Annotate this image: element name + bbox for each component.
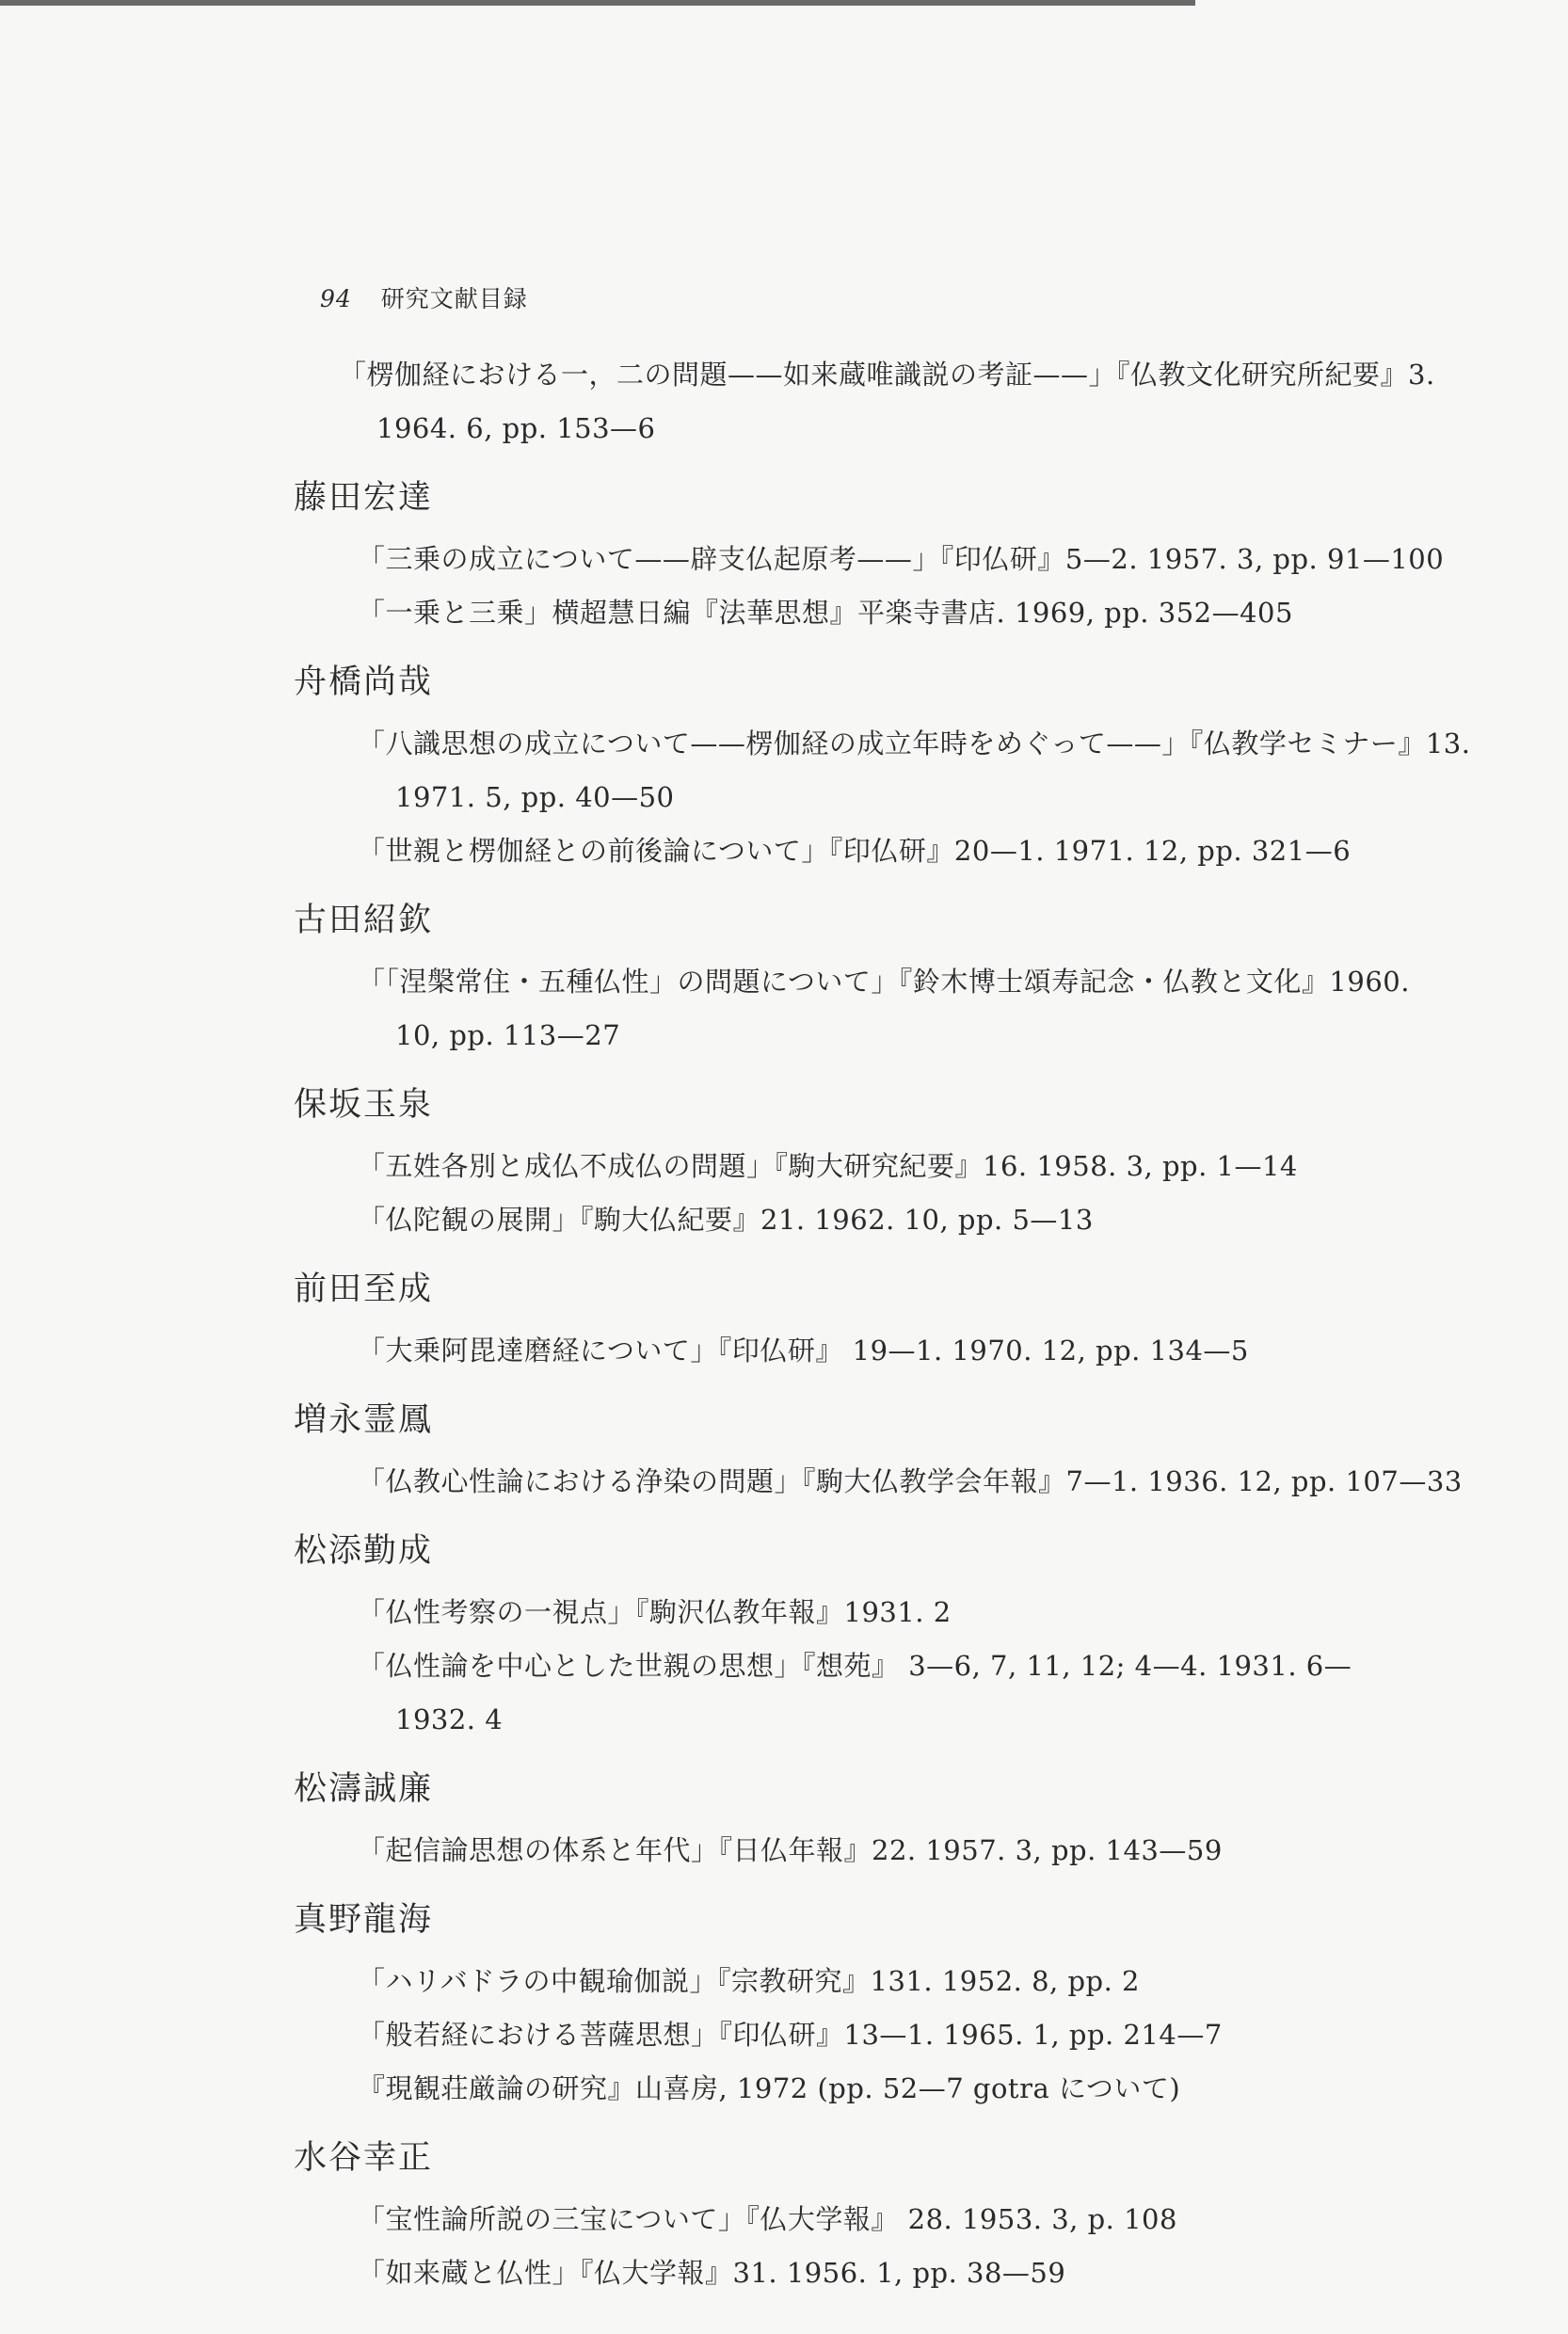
- author-name: 松濤誠廉: [294, 1770, 434, 1808]
- reference-line: 「ハリバドラの中観瑜伽説」『宗教研究』131. 1952. 8, pp. 2: [358, 1965, 1140, 1997]
- author-name: 真野龍海: [294, 1901, 434, 1939]
- reference-line: 『現観荘厳論の研究』山喜房, 1972 (pp. 52—7 gotra について): [358, 2072, 1181, 2104]
- reference-line: 「楞伽経における一，二の問題——如来蔵唯識説の考証——」『仏教文化研究所紀要』3.: [339, 359, 1435, 391]
- reference-entry: [358, 2246, 1568, 2300]
- reference-entry: [358, 1955, 1568, 2008]
- page-header: [320, 280, 528, 314]
- reference-entry: [358, 1140, 1568, 1193]
- reference-line: 「五姓各別と成仏不成仏の問題」『駒大研究紀要』16. 1958. 3, pp. 1—14: [358, 1150, 1298, 1182]
- author-block: [0, 1399, 1568, 1509]
- reference-line: 「宝性論所説の三宝について」『仏大学報』 28. 1953. 3, p. 108: [358, 2203, 1177, 2235]
- page-number: 94: [320, 285, 352, 312]
- reference-entry: [339, 348, 1568, 456]
- reference-line: 「三乗の成立について——辟支仏起原考——」『印仏研』5—2. 1957. 3, pp. 91—100: [358, 543, 1445, 575]
- reference-entry: [358, 2062, 1568, 2116]
- author-name: 増永霊鳳: [294, 1401, 434, 1439]
- author-block: [0, 1529, 1568, 1747]
- reference-entry: [358, 1324, 1568, 1378]
- reference-line: 「仏性考察の一視点」『駒沢仏教年報』1931. 2: [358, 1596, 952, 1628]
- reference-entry: [358, 2193, 1568, 2246]
- reference-entry: [358, 1586, 1568, 1639]
- author-block: [0, 661, 1568, 878]
- author-name: 保坂玉泉: [294, 1086, 434, 1124]
- reference-line: 「八識思想の成立について——楞伽経の成立年時をめぐって——」『仏教学セミナー』13.: [358, 727, 1471, 759]
- reference-entry: [358, 586, 1568, 640]
- author-block: [0, 1898, 1568, 2116]
- author-name: 松添勤成: [294, 1532, 434, 1570]
- reference-line: 「仏教心性論における浄染の問題」『駒大仏教学会年報』7—1. 1936. 12, pp. 107—33: [358, 1465, 1463, 1497]
- reference-entry: [358, 2008, 1568, 2062]
- author-block: [0, 1767, 1568, 1878]
- reference-line-cont: 10, pp. 113—27: [395, 1019, 621, 1051]
- bibliography: [0, 348, 1568, 2300]
- reference-line: 「般若経における菩薩思想」『印仏研』13—1. 1965. 1, pp. 214—7: [358, 2019, 1223, 2051]
- scan-top-border: [0, 0, 1195, 6]
- reference-entry: [358, 1639, 1568, 1747]
- reference-entry: [358, 717, 1568, 824]
- reference-entry: [358, 1193, 1568, 1247]
- author-block: [0, 2136, 1568, 2300]
- reference-line: 「大乗阿毘達磨経について」『印仏研』 19—1. 1970. 12, pp. 134—5: [358, 1335, 1249, 1367]
- reference-entry: [358, 824, 1568, 878]
- reference-line: 「一乗と三乗」横超慧日編『法華思想』平楽寺書店. 1969, pp. 352—405: [358, 597, 1293, 629]
- author-name: 舟橋尚哉: [294, 663, 434, 701]
- reference-entry: [358, 955, 1568, 1063]
- reference-line-cont: 1964. 6, pp. 153—6: [376, 412, 656, 444]
- running-title: 研究文献目録: [380, 285, 528, 312]
- reference-line: 「世親と楞伽経との前後論について」『印仏研』20—1. 1971. 12, pp. 321—6: [358, 835, 1352, 867]
- reference-line-cont: 1971. 5, pp. 40—50: [395, 781, 675, 813]
- reference-line: 「如来蔵と仏性」『仏大学報』31. 1956. 1, pp. 38—59: [358, 2257, 1066, 2289]
- reference-line-cont: 1932. 4: [395, 1703, 504, 1735]
- author-block: [0, 476, 1568, 640]
- reference-line: 「仏性論を中心とした世親の思想」『想苑』 3—6, 7, 11, 12; 4—4. 1931. 6—: [358, 1650, 1352, 1682]
- author-list: [0, 476, 1568, 2300]
- reference-entry: [358, 1824, 1568, 1878]
- author-name: 藤田宏達: [294, 479, 434, 517]
- reference-entry: [358, 1455, 1568, 1509]
- reference-line: 「仏陀観の展開」『駒大仏紀要』21. 1962. 10, pp. 5—13: [358, 1204, 1094, 1236]
- reference-entry: [358, 533, 1568, 586]
- author-name: 水谷幸正: [294, 2139, 434, 2177]
- reference-line: 「「涅槃常住・五種仏性」の問題について」『鈴木博士頌寿記念・仏教と文化』1960.: [358, 966, 1410, 998]
- author-block: [0, 1083, 1568, 1247]
- author-block: [0, 1268, 1568, 1378]
- author-name: 古田紹欽: [294, 902, 434, 939]
- author-block: [0, 899, 1568, 1063]
- author-name: 前田至成: [294, 1271, 434, 1308]
- reference-line: 「起信論思想の体系と年代」『日仏年報』22. 1957. 3, pp. 143—59: [358, 1834, 1223, 1866]
